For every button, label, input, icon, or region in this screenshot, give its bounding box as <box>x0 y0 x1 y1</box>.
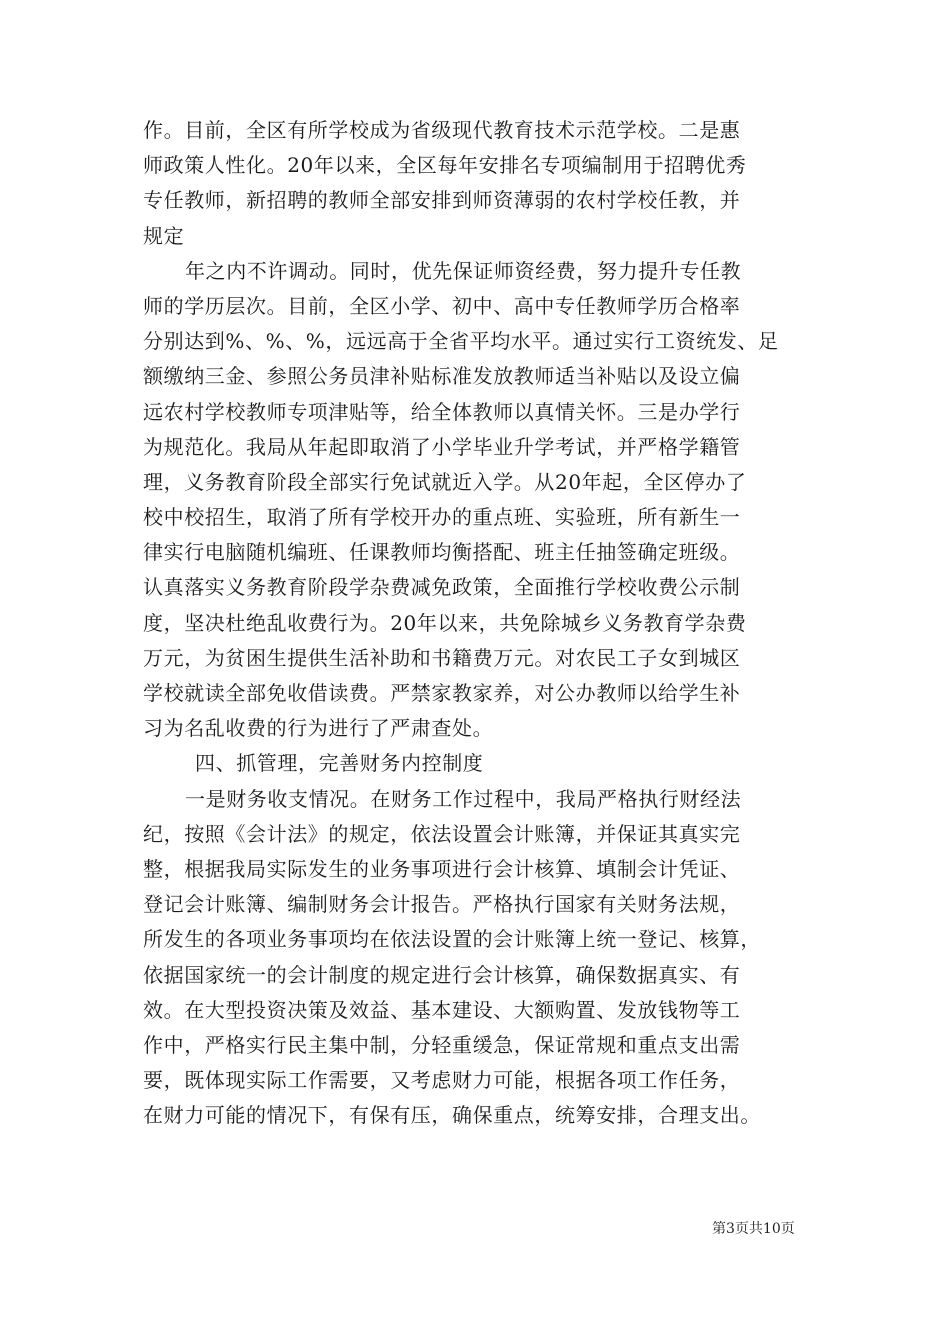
text-line: 校中校招生，取消了所有学校开办的重点班、实验班，所有新生一 <box>143 505 741 530</box>
text-line: 依据国家统一的会计制度的规定进行会计核算，确保数据真实、有 <box>143 962 741 987</box>
text-line: 规定 <box>143 223 185 248</box>
text-line: 额缴纳三金、参照公务员津补贴标准发放教师适当补贴以及设立偏 <box>143 364 741 389</box>
text-line: 在财力可能的情况下，有保有压，确保重点，统筹安排，合理支出。 <box>143 1103 761 1128</box>
text-line: 专任教师，新招聘的教师全部安排到师资薄弱的农村学校任教，并 <box>143 188 741 213</box>
text-line: 登记会计账簿、编制财务会计报告。严格执行国家有关财务法规， <box>143 892 741 917</box>
section-heading: 四、抓管理，完善财务内控制度 <box>195 751 484 776</box>
text-line: 师的学历层次。目前，全区小学、初中、高中专任教师学历合格率 <box>143 293 741 318</box>
text-line: 作。目前，全区有所学校成为省级现代教育技术示范学校。二是惠 <box>143 118 741 142</box>
text-line: 师政策人性化。20年以来，全区每年安排名专项编制用于招聘优秀 <box>143 153 747 178</box>
text-line: 远农村学校教师专项津贴等，给全体教师以真情关怀。三是办学行 <box>143 399 741 424</box>
paragraph-start-line: 一是财务收支情况。在财务工作过程中，我局严格执行财经法 <box>185 786 742 811</box>
text-line: 作中，严格实行民主集中制，分轻重缓急，保证常规和重点支出需 <box>143 1032 741 1057</box>
text-line: 所发生的各项业务事项均在依法设置的会计账簿上统一登记、核算， <box>143 927 761 952</box>
text-line: 要，既体现实际工作需要，又考虑财力可能，根据各项工作任务， <box>143 1068 741 1093</box>
text-line: 整，根据我局实际发生的业务事项进行会计核算、填制会计凭证、 <box>143 856 741 881</box>
text-line: 律实行电脑随机编班、任课教师均衡搭配、班主任抽签确定班级。 <box>143 540 741 565</box>
paragraph-start-line: 年之内不许调动。同时，优先保证师资经费，努力提升专任教 <box>185 258 742 283</box>
text-line: 万元，为贫困生提供生活补助和书籍费万元。对农民工子女到城区 <box>143 645 741 670</box>
text-line: 分别达到%、%、%，远远高于全省平均水平。通过实行工资统发、足 <box>143 329 779 354</box>
page-number-label: 第3页共10页 <box>712 1221 795 1237</box>
page-number <box>712 1218 795 1238</box>
text-line: 理，义务教育阶段全部实行免试就近入学。从20年起，全区停办了 <box>143 469 747 494</box>
text-line: 纪，按照《会计法》的规定，依法设置会计账簿，并保证其真实完 <box>143 821 741 846</box>
text-line: 度，坚决杜绝乱收费行为。20年以来，共免除城乡义务教育学杂费 <box>143 610 747 635</box>
text-line: 习为名乱收费的行为进行了严肃查处。 <box>143 716 494 741</box>
text-line: 为规范化。我局从年起即取消了小学毕业升学考试，并严格学籍管 <box>143 434 741 459</box>
text-line: 认真落实义务教育阶段学杂费减免政策，全面推行学校收费公示制 <box>143 575 741 600</box>
body-text <box>143 113 833 1133</box>
text-line: 学校就读全部免收借读费。严禁家教家养，对公办教师以给学生补 <box>143 681 741 705</box>
text-line: 效。在大型投资决策及效益、基本建设、大额购置、发放钱物等工 <box>143 997 741 1022</box>
